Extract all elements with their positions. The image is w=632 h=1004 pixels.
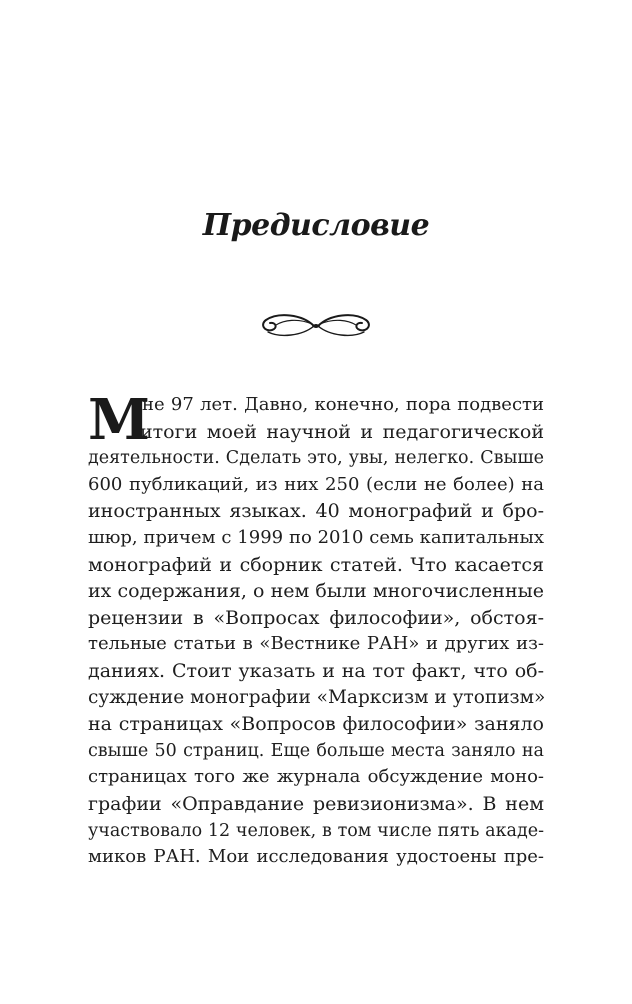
text-line: их содержания, о нем были многочисленные <box>88 580 544 603</box>
drop-cap: М <box>88 387 150 453</box>
text-line: даниях. Стоит указать и на тот факт, что об- <box>88 659 544 682</box>
text-line: монографий и сборник статей. Что касается <box>88 553 544 576</box>
text-line: свыше 50 страниц. Еще больше места заняло на <box>88 740 544 761</box>
text-line: итоги моей научной и педагогической <box>140 420 544 443</box>
text-line: графии «Оправдание ревизионизма». В нем <box>88 792 544 815</box>
text-line: на страницах «Вопросов философии» заняло <box>88 713 544 736</box>
preface-body <box>88 387 546 871</box>
text-line: не 97 лет. Давно, конечно, пора подвести <box>142 394 544 415</box>
text-line: иностранных языках. 40 монографий и бро- <box>88 500 544 523</box>
text-line: тельные статьи в «Вестнике РАН» и других из- <box>88 633 544 655</box>
text-line: страницах того же журнала обсуждение моно- <box>88 766 544 788</box>
text-line: рецензии в «Вопросах философии», обстоя- <box>88 606 544 629</box>
ornament-divider-icon <box>258 306 374 346</box>
page-title: Предисловие <box>202 208 430 243</box>
text-line: участвовало 12 человек, в том числе пять акаде- <box>88 820 544 841</box>
text-line: суждение монографии «Марксизм и утопизм» <box>88 686 546 708</box>
text-line: 600 публикаций, из них 250 (если не более) на <box>88 473 544 495</box>
text-line: деятельности. Сделать это, увы, нелегко. Свыше <box>88 448 544 469</box>
text-line: шюр, причем с 1999 по 2010 семь капитальных <box>88 526 544 548</box>
text-line: миков РАН. Мои исследования удостоены пре- <box>88 846 544 868</box>
